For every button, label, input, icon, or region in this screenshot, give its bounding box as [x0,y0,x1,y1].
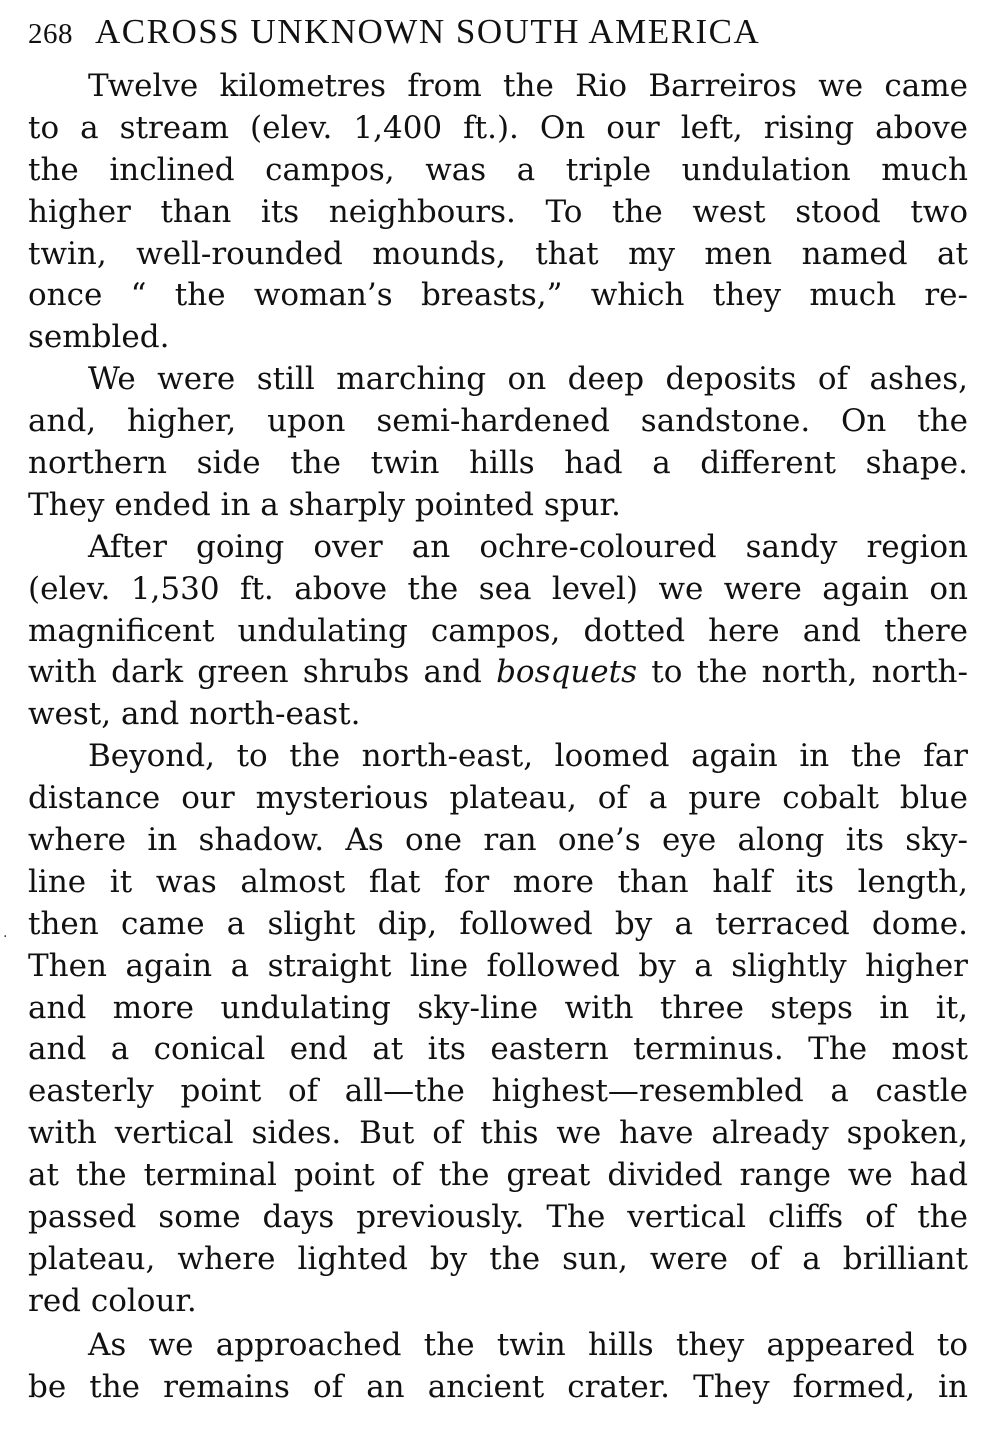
text-line: west, and north-east. [28,696,361,733]
page-number: 268 [28,18,73,50]
text-line: easterly point of all—the highest—resembled a castle [28,1073,968,1110]
text-line: at the terminal point of the great divided range we had [28,1157,968,1194]
text-line: line it was almost flat for more than half its length, [28,863,968,900]
text-line: the inclined campos, was a triple undulation much [28,151,968,188]
paragraph-3 [28,527,968,736]
text-line: magnificent undulating campos, dotted here and there [28,612,968,649]
text-line: twin, well-rounded mounds, that my men named at [28,235,968,272]
running-title: ACROSS UNKNOWN SOUTH AMERICA [95,12,761,51]
text-line: red colour. [28,1282,197,1319]
paragraph-5 [28,1325,968,1409]
text-line: As we approached the twin hills they appeared to [88,1326,968,1363]
text-line: We were still marching on deep deposits of ashes, [88,361,968,398]
text-line: Beyond, to the north-east, loomed again in the far [88,738,968,775]
text-line: to a stream (elev. 1,400 ft.). On our left, rising above [28,109,968,146]
text-line: plateau, where lighted by the sun, were of a brilliant [28,1240,968,1277]
italic-word: bosquets [496,654,638,691]
text-line: sembled. [28,319,170,356]
paragraph-1 [28,66,968,359]
text-line: once “ the woman’s breasts,” which they much re- [28,277,968,314]
text-line: After going over an ochre-coloured sandy region [88,528,968,565]
text-line-with-italic [28,652,968,694]
text-line: and, higher, upon semi-hardened sandstone. On the [28,403,968,440]
text-line: passed some days previously. The vertical cliffs of the [28,1199,968,1236]
text-segment: with dark green shrubs and [28,654,497,691]
text-line: and a conical end at its eastern terminus. The most [28,1031,968,1068]
text-line: distance our mysterious plateau, of a pure cobalt blue [28,780,968,817]
paragraph-4 [28,736,968,1322]
text-line: be the remains of an ancient crater. They formed, in [28,1368,968,1405]
text-line: Then again a straight line followed by a slightly higher [28,947,968,984]
text-line: with vertical sides. But of this we have already spoken, [28,1115,968,1152]
text-line: and more undulating sky-line with three steps in it, [28,989,968,1026]
text-line: northern side the twin hills had a different shape. [28,445,968,482]
text-line: They ended in a sharply pointed spur. [28,486,621,523]
book-page [28,6,968,1409]
text-line: (elev. 1,530 ft. above the sea level) we were again on [28,570,968,607]
text-line: where in shadow. As one ran one’s eye along its sky- [28,822,968,859]
text-line: higher than its neighbours. To the west stood two [28,193,968,230]
margin-mark: · [3,929,8,945]
text-line: Twelve kilometres from the Rio Barreiros we came [88,68,968,104]
paragraph-2 [28,359,968,527]
text-line: then came a slight dip, followed by a terraced dome. [28,905,968,942]
text-segment: to the north, north- [637,654,968,691]
running-head [28,6,968,58]
